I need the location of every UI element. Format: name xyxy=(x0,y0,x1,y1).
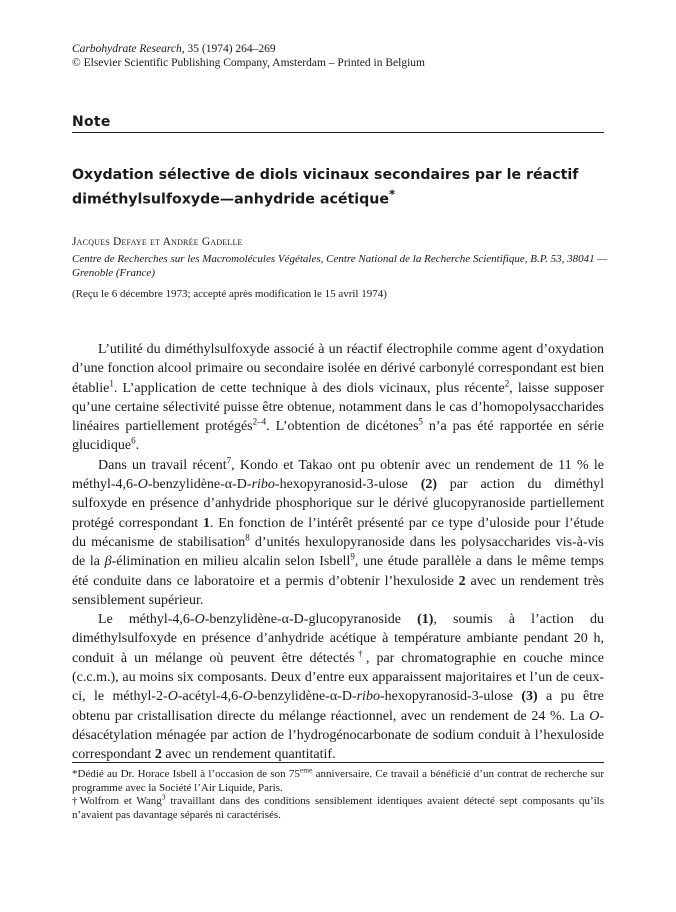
text-span: L’utilité du diméthylsulfoxyde associé à un réactif électrophile comme agent d’oxydation d’une fonction alcool primaire ou secondaire isolée en dérivé carbonylé correspondant est bien établie xyxy=(72,342,604,396)
journal-header xyxy=(72,42,425,70)
italic-term: O xyxy=(167,689,178,705)
article-body xyxy=(72,340,604,765)
text-span: -benzylidène-α-D-glucopyranoside xyxy=(204,612,418,628)
author-line xyxy=(72,236,243,248)
text-span: , laisse supposer qu’une certaine sélectivité puisse être obtenue, notamment dans le cas d’homopolysaccharides linéaires partiellement protégés xyxy=(72,380,604,435)
italic-term: O xyxy=(242,689,253,705)
journal-citation xyxy=(72,42,425,56)
text-span: -désacétylation ménagée par action de l’hydrogénocarbonate de sodium conduit à l’hexuloside correspondant xyxy=(72,708,604,763)
text-span: -benzylidène-α-D- xyxy=(252,689,357,705)
footnote-mark: † xyxy=(72,795,80,808)
reference-mark: 5 xyxy=(418,416,423,427)
text-span: , Kondo et Takao ont pu obtenir avec un rendement de 11 % le méthyl-4,6- xyxy=(72,457,604,493)
text-span: , une étude parallèle a dans le même temps été conduite dans ce laboratoire et a permis d’obtenir l’hexuloside xyxy=(72,554,604,589)
journal-name: Carbohydrate Research, xyxy=(72,43,185,55)
compound-number: (2) xyxy=(420,477,438,493)
title-footnote-mark: * xyxy=(389,187,396,201)
footnotes xyxy=(72,765,605,822)
text-span: n’a pas été rapportée en série glucidique xyxy=(72,419,604,454)
text-span: . xyxy=(135,438,140,454)
title-text: Oxydation sélective de diols vicinaux secondaires par le réactif diméthylsulfoxyde—anhydride acétique xyxy=(72,167,579,208)
paragraph-1 xyxy=(72,340,604,456)
superscript: eme xyxy=(299,765,313,775)
reference-mark: 9 xyxy=(350,551,355,562)
text-span: Dans un travail récent xyxy=(98,457,227,473)
footnote-2 xyxy=(72,792,605,822)
compound-number: (3) xyxy=(521,689,538,705)
received-dates: (Reçu le 6 décembre 1973; accepté après modification le 15 avril 1974) xyxy=(72,288,387,300)
reference-mark: 1 xyxy=(109,377,114,388)
text-span: . En fonction de l’intérêt présenté par ce type d’uloside pour l’étude du mécanisme de stabilisation xyxy=(72,515,604,550)
footnote-divider xyxy=(72,762,604,763)
italic-term: ribo xyxy=(356,689,380,705)
compound-number: (1) xyxy=(417,612,434,628)
footnote-1 xyxy=(72,765,604,795)
copyright-line: © Elsevier Scientific Publishing Company, Amsterdam – Printed in Belgium xyxy=(72,57,425,69)
text-span: -hexopyranosid-3-ulose xyxy=(274,477,421,493)
text-span: anniversaire. Ce travail a bénéficié d’un contrat de recherche sur programme avec la Société l’Air Liquide, Paris. xyxy=(72,768,604,794)
section-divider xyxy=(72,132,604,133)
text-span: Le méthyl-4,6- xyxy=(98,612,195,628)
authors: Jacques Defaye et Andrée Gadelle xyxy=(72,236,243,248)
section-label: Note xyxy=(72,114,111,130)
text-span: , par chromatographie en couche mince (c.c.m.), au moins six composants. Deux d’entre eux apparaissent majoritaires et l’un de ceux-ci, le méthyl-2- xyxy=(72,650,604,705)
text-span: , soumis à l’action du diméthylsulfoxyde en présence d’anhydride acétique à température ambiante pendant 20 h, conduit à un mélange où peuvent être détectés xyxy=(72,612,604,666)
text-span: d’unités hexulopyranoside dans les polysaccharides vis-à-vis de la xyxy=(72,534,604,570)
text-span: travaillant dans des conditions sensiblement identiques avaient détecté sept composants qu’ils n’avaient pas davantage séparés ni caractérisés. xyxy=(72,795,605,821)
reference-mark: 3 xyxy=(161,792,166,802)
footnote-mark: † xyxy=(354,648,366,659)
compound-number: 2 xyxy=(458,573,466,589)
text-span: . L’application de cette technique à des diols vicinaux, plus récente xyxy=(113,380,505,396)
reference-mark: 2–4 xyxy=(252,416,267,427)
italic-term: O xyxy=(589,708,600,724)
text-span: avec un rendement très sensiblement supérieur. xyxy=(72,573,604,608)
compound-number: 2 xyxy=(154,747,162,763)
text-span: a pu être obtenu par cristallisation directe du mélange réactionnel, avec un rendement de 24 %. La xyxy=(72,689,604,724)
volume-pages: 35 (1974) 264–269 xyxy=(187,43,276,55)
text-span: par action du diméthyl sulfoxyde en présence d’anhydride phosphorique sur le dérivé glucopyranoside partiellement protégé correspondant xyxy=(72,477,605,531)
text-span: -élimination en milieu alcalin selon Isbell xyxy=(111,554,351,570)
reference-mark: 2 xyxy=(504,377,510,388)
text-span: -hexopyranosid-3-ulose xyxy=(379,689,522,705)
affiliation: Centre de Recherches sur les Macromolécules Végétales, Centre National de la Recherche Scientifique, B.P. 53, 38041 — Grenoble (France) xyxy=(72,253,608,279)
footnote-mark: * xyxy=(72,768,78,780)
reference-mark: 6 xyxy=(131,435,136,446)
reference-mark: 8 xyxy=(245,532,250,543)
paragraph-3 xyxy=(72,610,604,764)
italic-term: β xyxy=(104,554,112,570)
reference-mark: 7 xyxy=(226,455,232,466)
compound-number: 1 xyxy=(202,515,210,531)
text-span: Wolfrom et Wang xyxy=(79,795,162,808)
text-span: -acétyl-4,6- xyxy=(177,689,243,705)
paragraph-2 xyxy=(72,456,604,610)
text-span: avec un rendement quantitatif. xyxy=(161,747,336,763)
italic-term: ribo xyxy=(251,477,275,493)
italic-term: O xyxy=(137,477,148,493)
text-span: -benzylidène-α-D- xyxy=(147,477,252,493)
text-span: . L’obtention de dicétones xyxy=(266,419,419,435)
text-span: Dédié au Dr. Horace Isbell à l’occasion de son 75 xyxy=(77,768,300,780)
article-title xyxy=(72,166,612,210)
italic-term: O xyxy=(194,612,205,628)
